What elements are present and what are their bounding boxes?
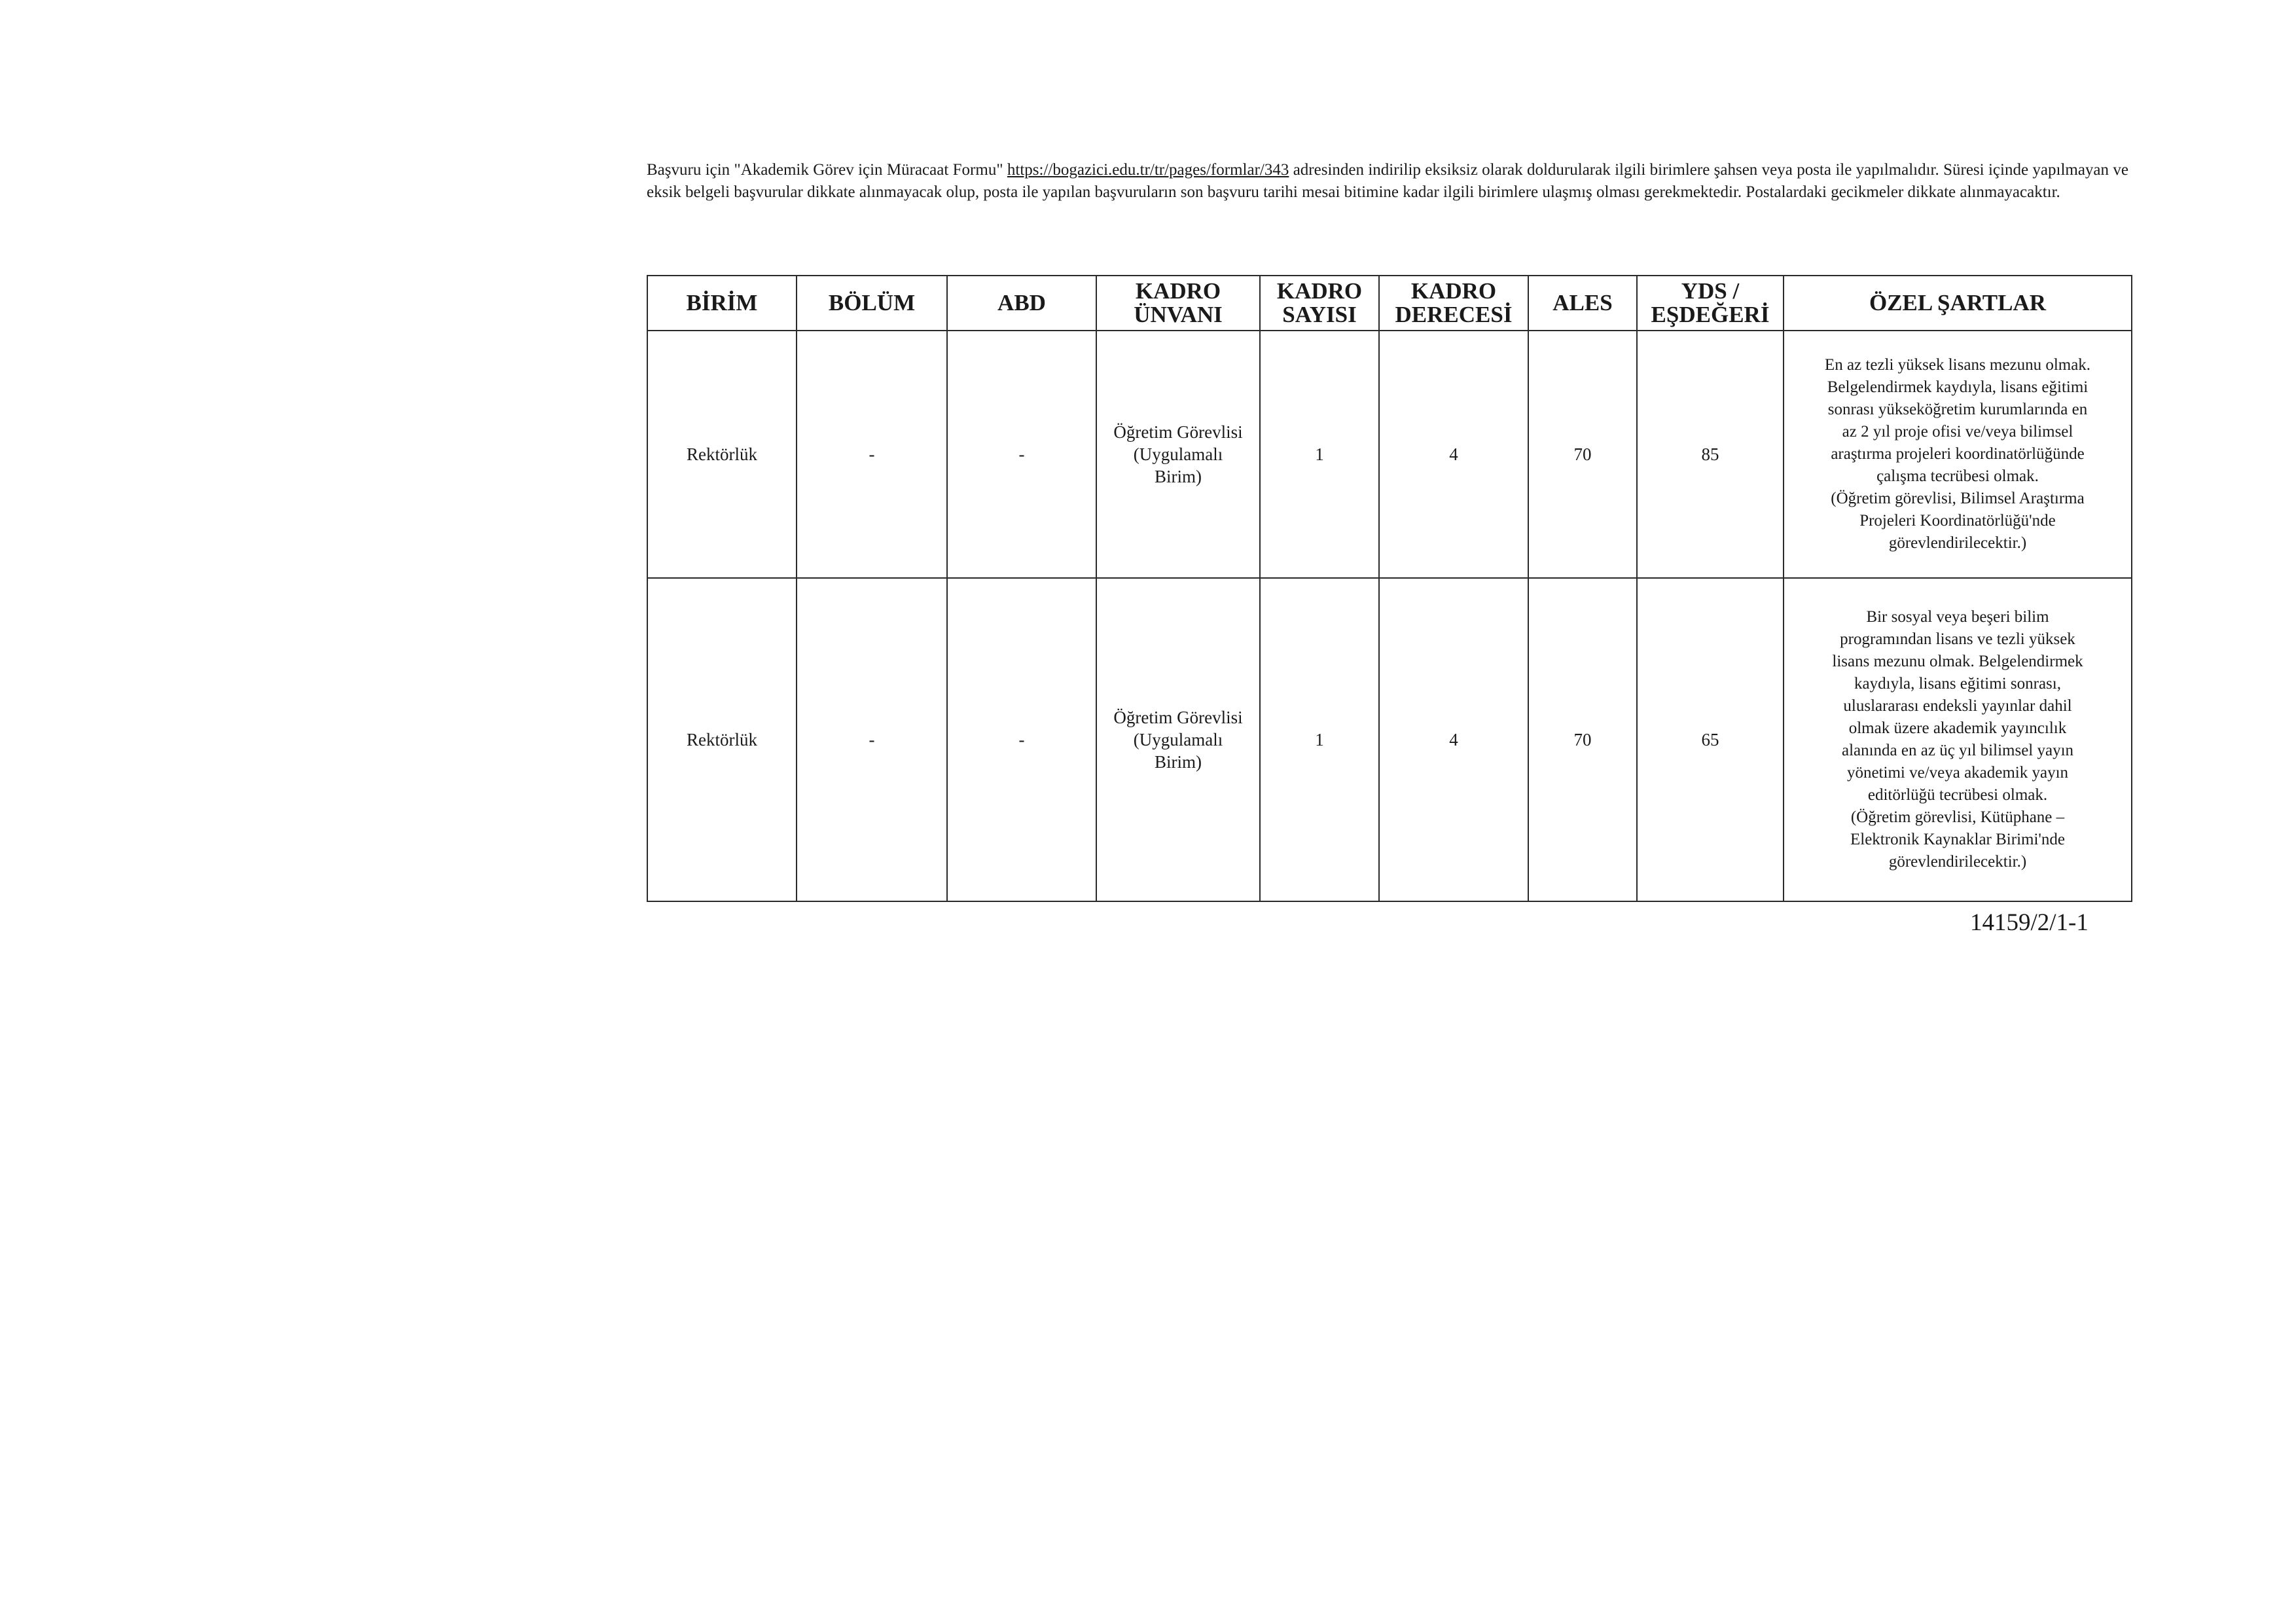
header-kadro-sayisi xyxy=(1260,276,1379,331)
form-link[interactable]: https://bogazici.edu.tr/tr/pages/formlar/343 xyxy=(1007,161,1289,179)
intro-paragraph xyxy=(647,159,2128,204)
sartlar-line: Belgelendirmek kaydıyla, lisans eğitimi xyxy=(1827,378,2089,396)
sartlar-line: editörlüğü tecrübesi olmak. xyxy=(1867,786,2048,804)
cell-unvan-line: Birim) xyxy=(1155,752,1202,772)
header-birim: BİRİM xyxy=(647,276,797,331)
sartlar-line: az 2 yıl proje ofisi ve/veya bilimsel xyxy=(1842,423,2073,441)
cell-bolum: - xyxy=(797,578,947,901)
table-header-row xyxy=(647,276,2132,331)
cell-abd: - xyxy=(947,578,1096,901)
cell-unvan xyxy=(1096,331,1260,578)
header-ozel-sartlar: ÖZEL ŞARTLAR xyxy=(1784,276,2132,331)
sartlar-line: kaydıyla, lisans eğitimi sonrası, xyxy=(1854,675,2061,693)
cell-unvan-line: Öğretim Görevlisi xyxy=(1113,422,1243,442)
cell-abd: - xyxy=(947,331,1096,578)
sartlar-line: yönetimi ve/veya akademik yayın xyxy=(1846,764,2069,782)
header-kadro-sayisi-line-1: KADRO xyxy=(1276,278,1363,304)
cell-birim: Rektörlük xyxy=(647,331,797,578)
table-row xyxy=(647,331,2132,578)
cell-bolum: - xyxy=(797,331,947,578)
cell-unvan-line: Öğretim Görevlisi xyxy=(1113,708,1243,727)
intro-text-after: adresinden indirilip eksiksiz olarak doldurularak ilgili birimlere şahsen veya posta ile yapılmalıdır. Süresi içinde yapılmayan ve eksik belgeli başvurular dikkate alınmayacak olup, posta ile yapılan başvuruların son başvuru tarihi mesai bitimine kadar ilgili birimlere ulaşmış olması gerekmektedir. Postalardaki gecikmeler dikkate alınmayacaktır. xyxy=(647,161,2128,201)
sartlar-line: araştırma projeleri koordinatörlüğünde xyxy=(1831,445,2085,463)
cell-yds: 65 xyxy=(1637,578,1784,901)
header-bolum: BÖLÜM xyxy=(797,276,947,331)
header-kadro-sayisi-line-2: SAYISI xyxy=(1282,302,1357,327)
cell-unvan-line: (Uygulamalı xyxy=(1133,444,1223,464)
cell-sayi: 1 xyxy=(1260,331,1379,578)
sartlar-line: (Öğretim görevlisi, Kütüphane – xyxy=(1850,808,2065,826)
cell-unvan-line: Birim) xyxy=(1155,467,1202,486)
cell-ozel-sartlar xyxy=(1784,578,2132,901)
cell-derece: 4 xyxy=(1379,578,1528,901)
header-abd: ABD xyxy=(947,276,1096,331)
header-kadro-derecesi xyxy=(1379,276,1528,331)
cell-unvan xyxy=(1096,578,1260,901)
positions-table xyxy=(647,275,2132,902)
header-yds-line-1: YDS / xyxy=(1681,278,1740,304)
cell-sayi: 1 xyxy=(1260,578,1379,901)
sartlar-line: Elektronik Kaynaklar Birimi'nde xyxy=(1850,831,2066,848)
header-yds xyxy=(1637,276,1784,331)
sartlar-line: En az tezli yüksek lisans mezunu olmak. xyxy=(1824,356,2091,374)
header-ales: ALES xyxy=(1528,276,1637,331)
cell-ales: 70 xyxy=(1528,578,1637,901)
cell-derece: 4 xyxy=(1379,331,1528,578)
header-kadro-unvani-line-2: ÜNVANI xyxy=(1134,302,1223,327)
sartlar-line: çalışma tecrübesi olmak. xyxy=(1876,467,2039,485)
cell-birim: Rektörlük xyxy=(647,578,797,901)
cell-unvan-line: (Uygulamalı xyxy=(1133,730,1223,749)
sartlar-line: uluslararası endeksli yayınlar dahil xyxy=(1843,697,2072,715)
header-kadro-unvani xyxy=(1096,276,1260,331)
sartlar-line: Bir sosyal veya beşeri bilim xyxy=(1866,608,2049,626)
sartlar-line: programından lisans ve tezli yüksek xyxy=(1840,630,2075,648)
sartlar-line: görevlendirilecektir.) xyxy=(1888,534,2027,552)
header-kadro-derecesi-line-2: DERECESİ xyxy=(1395,302,1513,327)
header-kadro-derecesi-line-1: KADRO xyxy=(1410,278,1497,304)
sartlar-line: lisans mezunu olmak. Belgelendirmek xyxy=(1832,653,2083,670)
header-yds-line-2: EŞDEĞERİ xyxy=(1651,302,1770,327)
sartlar-line: alanında en az üç yıl bilimsel yayın xyxy=(1841,742,2074,759)
cell-ales: 70 xyxy=(1528,331,1637,578)
header-kadro-unvani-line-1: KADRO xyxy=(1135,278,1221,304)
sartlar-line: Projeleri Koordinatörlüğü'nde xyxy=(1859,512,2056,530)
sartlar-line: olmak üzere akademik yayıncılık xyxy=(1848,719,2067,737)
cell-yds: 85 xyxy=(1637,331,1784,578)
sartlar-line: sonrası yükseköğretim kurumlarında en xyxy=(1827,401,2088,418)
sartlar-line: (Öğretim görevlisi, Bilimsel Araştırma xyxy=(1831,490,2085,507)
cell-ozel-sartlar xyxy=(1784,331,2132,578)
table-row xyxy=(647,578,2132,901)
document-code: 14159/2/1-1 xyxy=(1970,909,2089,936)
sartlar-line: görevlendirilecektir.) xyxy=(1888,853,2027,871)
intro-text-before: Başvuru için "Akademik Görev için Müracaat Formu" xyxy=(647,161,1007,179)
